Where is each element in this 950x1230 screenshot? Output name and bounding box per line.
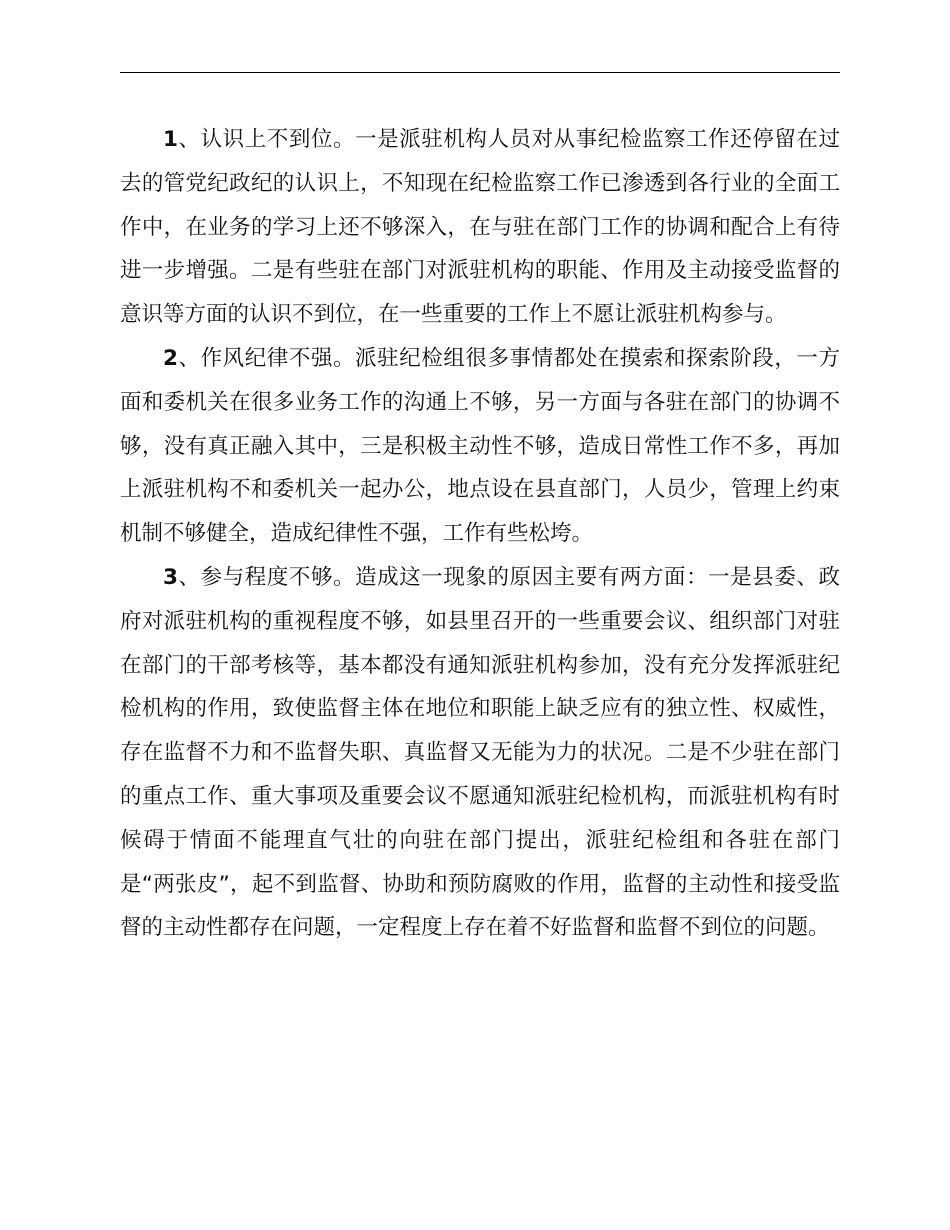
paragraph-1: [120, 118, 840, 337]
paragraph-3-number: 3: [163, 564, 178, 590]
paragraph-1-text: 、认识上不到位。一是派驻机构人员对从事纪检监察工作还停留在过去的管党纪政纪的认识上，不知现在纪检监察工作已渗透到各行业的全面工作中，在业务的学习上还不够深入，在与驻在部门工作的协调和配合上有待进一步增强。二是有些驻在部门对派驻机构的职能、作用及主动接受监督的意识等方面的认识不到位，在一些重要的工作上不愿让派驻机构参与。: [120, 127, 840, 328]
paragraph-3-text: 、参与程度不够。造成这一现象的原因主要有两方面：一是县委、政府对派驻机构的重视程度不够，如县里召开的一些重要会议、组织部门对驻在部门的干部考核等，基本都没有通知派驻机构参加，没有充分发挥派驻纪检机构的作用，致使监督主体在地位和职能上缺乏应有的独立性、权威性，存在监督不力和不监督失职、真监督又无能为力的状况。二是不少驻在部门的重点工作、重大事项及重要会议不愿通知派驻纪检机构，而派驻机构有时候碍于情面不能理直气壮的向驻在部门提出，派驻纪检组和各驻在部门是“两张皮”，起不到监督、协助和预防腐败的作用，监督的主动性和接受监督的主动性都存在问题，一定程度上存在着不好监督和监督不到位的问题。: [120, 564, 840, 941]
document-body: [120, 118, 840, 950]
paragraph-2-number: 2: [163, 345, 178, 371]
paragraph-2-text: 、作风纪律不强。派驻纪检组很多事情都处在摸索和探索阶段，一方面和委机关在很多业务工作的沟通上不够，另一方面与各驻在部门的协调不够，没有真正融入其中，三是积极主动性不够，造成日常性工作不多，再加上派驻机构不和委机关一起办公，地点设在县直部门，人员少，管理上约束机制不够健全，造成纪律性不强，工作有些松垮。: [120, 345, 840, 547]
paragraph-2: [120, 337, 840, 556]
paragraph-3: [120, 556, 840, 950]
paragraph-1-number: 1: [163, 127, 178, 152]
header-rule: [120, 72, 840, 73]
